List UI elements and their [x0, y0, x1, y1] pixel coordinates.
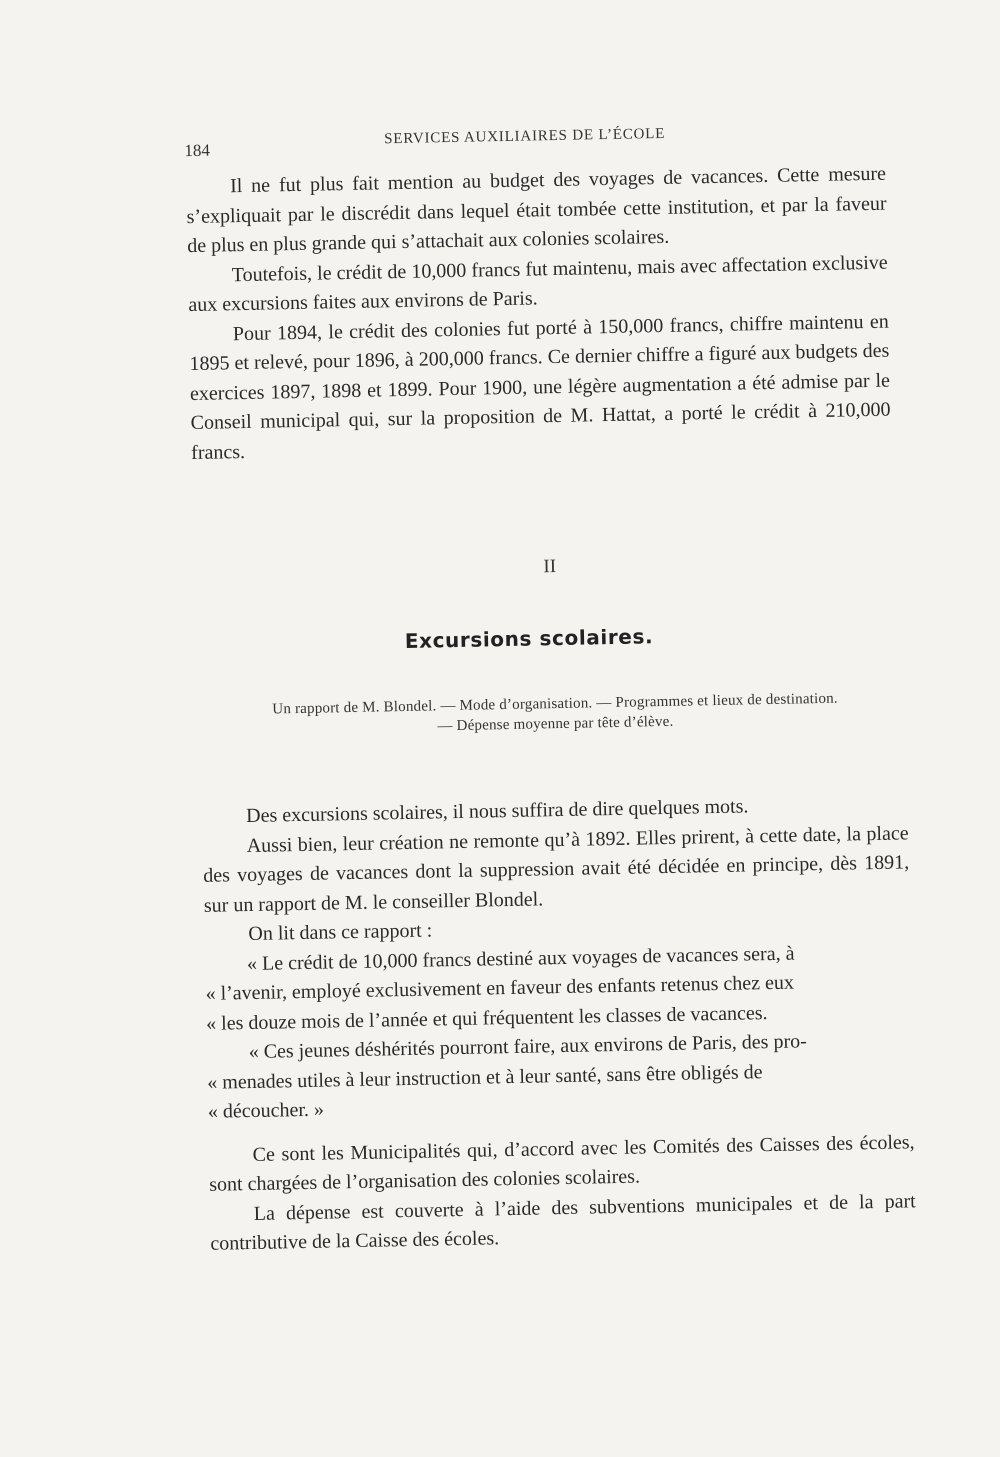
quote-line: « Ces jeunes déshérités pourront faire, aux environs de Paris, des pro-	[248, 1030, 807, 1064]
summary-line: Un rapport de M. Blondel. — Mode d’organisation. — Programmes et lieux de destination.	[272, 690, 838, 718]
quote-line: « menades utiles à leur instruction et à leur santé, sans être obligés de	[207, 1060, 763, 1094]
running-head: SERVICES AUXILIAIRES DE L’ÉCOLE	[384, 125, 666, 148]
section-summary	[205, 687, 906, 740]
section-title: Excursions scolaires.	[404, 624, 654, 653]
paragraph: Pour 1894, le crédit des colonies fut porté à 150,000 francs, chiffre maintenu en 1895 et relevé, pour 1896, à 200,000 francs. Ce dernier chiffre a figuré aux budgets des exercices 1897, 1898 et 1899. Pour 1900, une légère augmentation a été admise par le Conseil municipal qui, sur la proposition de M. Hattat, a porté le crédit à 210,000 francs.	[189, 310, 891, 464]
section-2-text	[202, 789, 917, 1259]
quote-line: « Le crédit de 10,000 francs destiné aux voyages de vacances sera, à	[246, 942, 795, 975]
quote-line: « l’avenir, employé exclusivement en faveur des enfants retenus chez eux	[205, 971, 795, 1005]
paragraph: Toutefois, le crédit de 10,000 francs fut maintenu, mais avec affectation exclusive aux excursions faites aux environs de Paris.	[188, 251, 888, 317]
paragraph: Il ne fut plus fait mention au budget des voyages de vacances. Cette mesure s’expliquait par le discrédit dans lequel était tombée cette institution, et par la faveur de plus en plus grande qui s’attachait aux colonies scolaires.	[186, 162, 887, 258]
page-number: 184	[184, 140, 211, 161]
paragraph: La dépense est couverte à l’aide des subventions municipales et de la part contributive de la Caisse des écoles.	[210, 1189, 916, 1255]
summary-line: — Dépense moyenne par tête d’élève.	[437, 713, 674, 735]
paragraph: Des excursions scolaires, il nous suffira de dire quelques mots.	[245, 795, 749, 828]
section-number: II	[543, 556, 557, 578]
paragraph: On lit dans ce rapport :	[248, 919, 433, 946]
paragraph: Ce sont les Municipalités qui, d’accord avec les Comités des Caisses des écoles, sont chargées de l’organisation des colonies scolaires.	[209, 1130, 915, 1196]
paragraph: Aussi bien, leur création ne remonte qu’à 1892. Elles prirent, à cette date, la place des voyages de vacances dont la suppression avait été décidée en principe, dès 1891, sur un rapport de M. le conseiller Blondel.	[203, 821, 910, 917]
quote-line: « découcher. »	[207, 1098, 325, 1123]
quote-line: « les douze mois de l’année et qui fréquentent les classes de vacances.	[205, 1001, 768, 1035]
quotation	[205, 937, 914, 1128]
page-header	[184, 125, 704, 159]
section-1-text	[186, 160, 892, 468]
